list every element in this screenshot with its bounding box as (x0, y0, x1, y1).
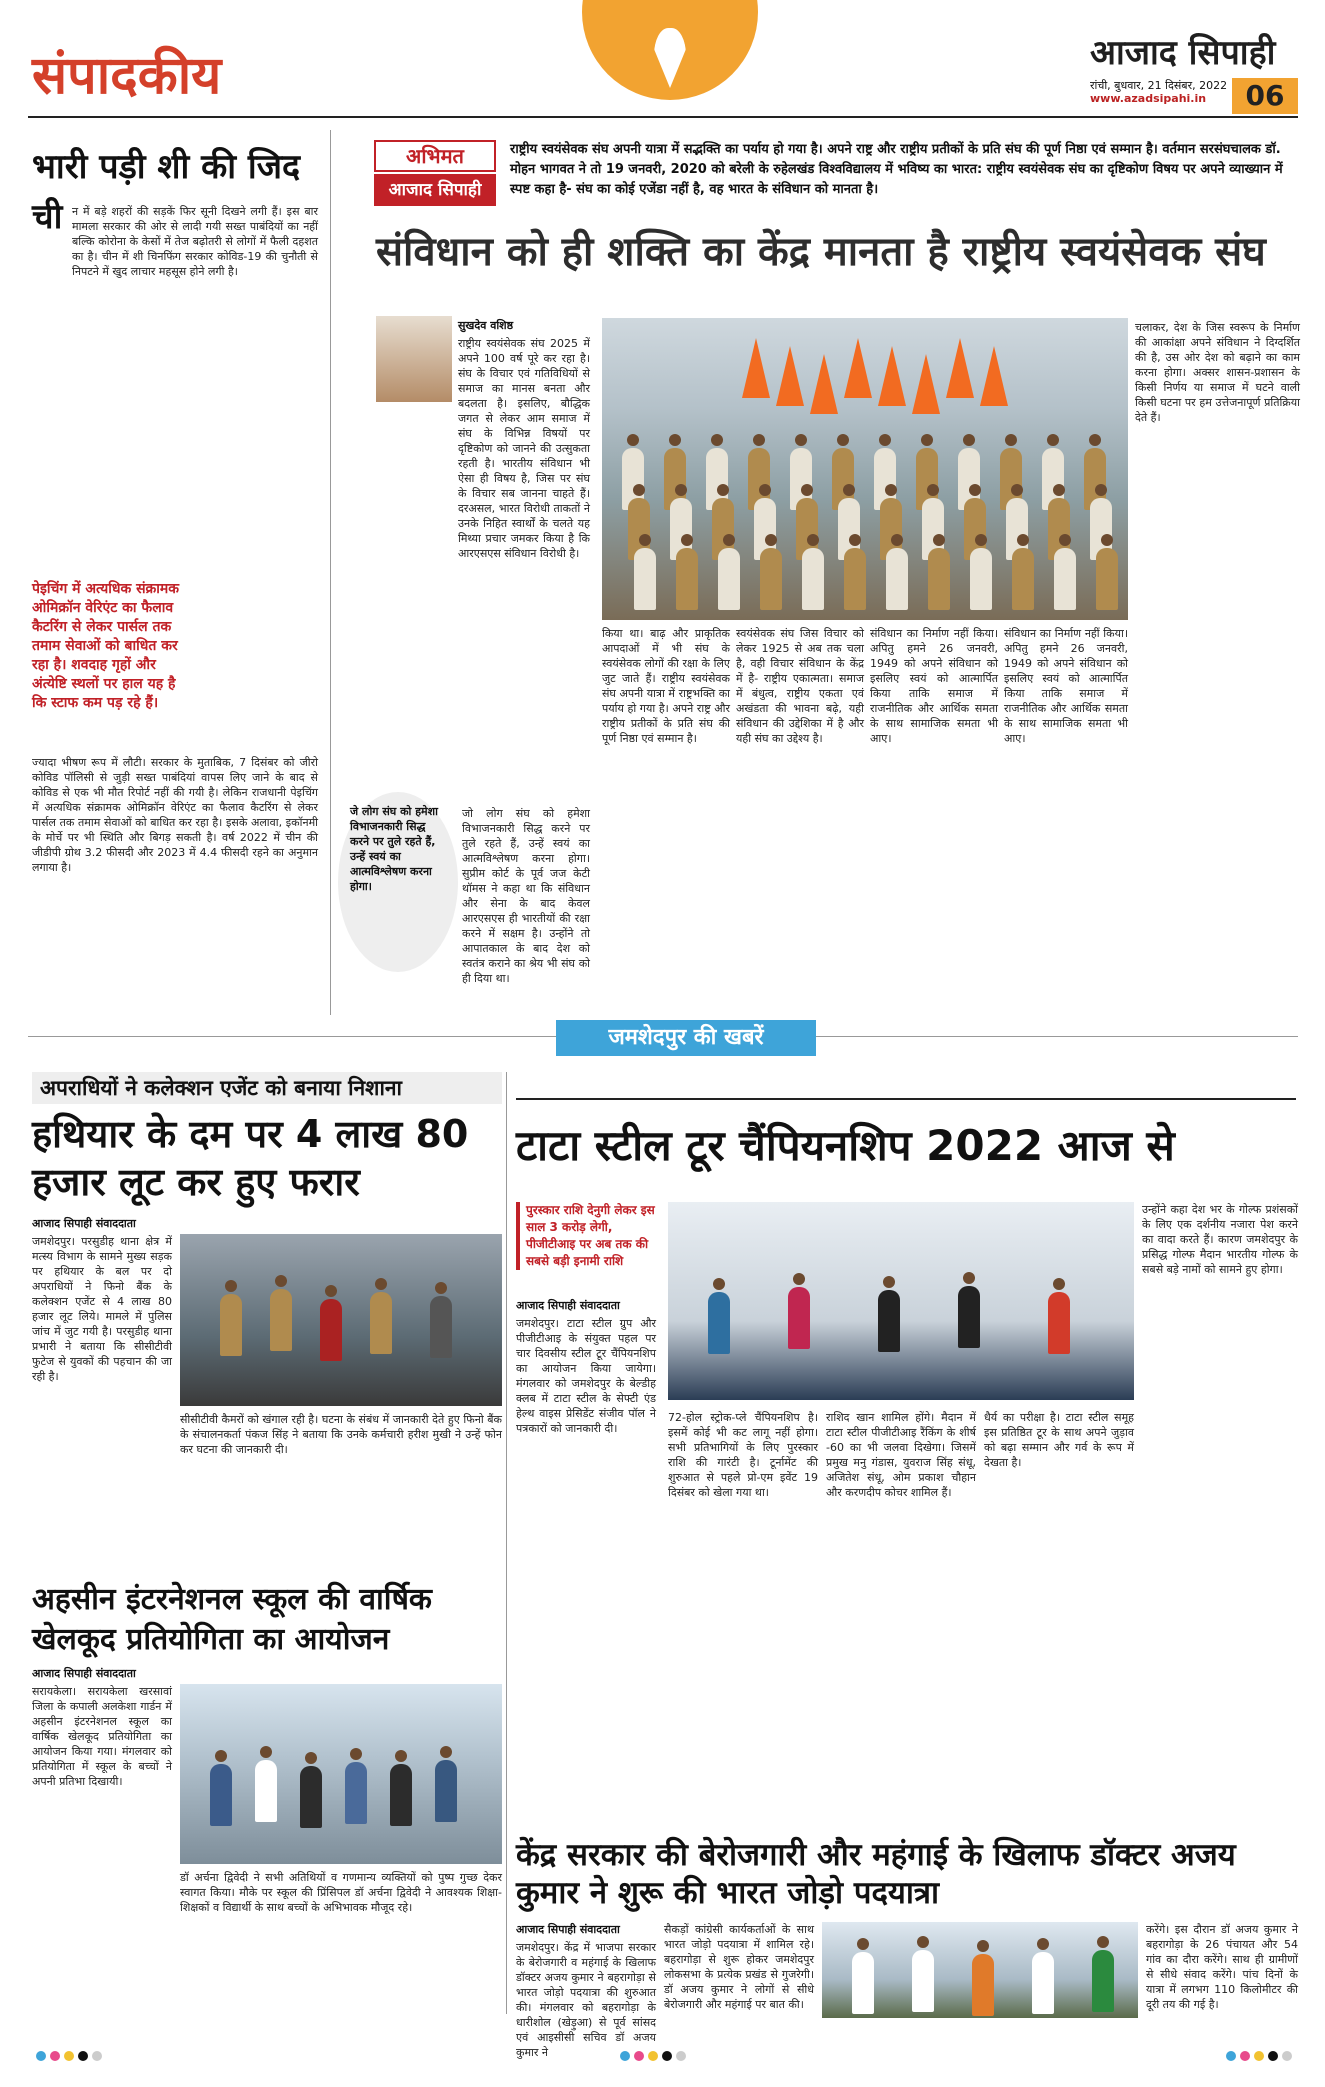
crime-body: जमशेदपुर। परसुडीह थाना क्षेत्र में मत्स्य विभाग के सामने मुख्य सड़क पर हथियार के बल पर दो अपराधियों ने फिनो बैंक के कलेक्शन एजेंट से 4 लाख 80 हजार लूट लिये। मामले में पुलिस जांच में जुट गयी है। परसुडीह थाना प्रभारी ने बताया कि सीसीटीवी फुटेज से युवकों की पहचान की जा रही है। (32, 1235, 172, 1383)
saffron-flag-icon (776, 346, 804, 406)
opinion-col-5: संविधान का निर्माण नहीं किया। अपितु हमने 26 जनवरी, 1949 को अपने संविधान को इसलिए स्वयं को आत्मार्पित किया ताकि समाज में राजनीतिक और आर्थिक समता के साथ सामाजिक समता भी आए। (870, 627, 998, 745)
crime-photo (180, 1234, 502, 1406)
marcher (1054, 548, 1076, 610)
saffron-flag-icon (844, 338, 872, 398)
color-dot (676, 2051, 686, 2061)
saffron-flag-icon (980, 346, 1008, 406)
opinion-col-2: जो लोग संघ को हमेशा विभाजनकारी सिद्ध करने पर तुले रहते हैं, उन्हें स्वयं का आत्मविश्लेषण करना होगा। सुप्रीम कोर्ट के पूर्व जज केटी थॉमस ने कहा था कि संविधान और सेना के बाद केवल आरएसएस ही भारतीयों की रक्षा करने में सक्षम है। उन्होंने तो आपातकाल के बाद देश को स्वतंत्र कराने का श्रेय भी संघ को ही दिया था। (462, 807, 590, 985)
crime-kicker: अपराधियों ने कलेक्शन एजेंट को बनाया निशाना (32, 1072, 502, 1104)
color-dot (1226, 2051, 1236, 2061)
tata-rule (516, 1098, 1296, 1100)
marcher (928, 548, 950, 610)
school-headline: अहसीन इंटरनेशनल स्कूल की वार्षिक खेलकूद प्रतियोगिता का आयोजन (32, 1582, 432, 1657)
color-dot (64, 2051, 74, 2061)
section-band[interactable]: जमशेदपुर की खबरें (556, 1020, 816, 1056)
marcher (886, 548, 908, 610)
saffron-flag-icon (742, 338, 770, 398)
editorial-body-2: ज्यादा भीषण रूप में लौटी। सरकार के मुताबिक, 7 दिसंबर को जीरो कोविड पॉलिसी से जुड़ी सख्त पाबंदियां वापस लिए जाने के बाद से कोविड से एक भी मौत रिपोर्ट नहीं की गयी है। लेकिन राजधानी पेइचिंग में अत्यधिक संक्रामक ओमिक्रॉन वेरिएंट का फैलाव कैटरिंग से लेकर पार्सल तक तमाम सेवाओं को बाधित कर रहा है। इसके अलावा, इकॉनमी के मोर्चे पर भी स्थिति और बिगड़ सकती है। वर्ष 2022 में चीन की जीडीपी ग्रोथ 3.2 फीसदी और 2023 में 4.4 फीसदी रहने का अनुमान लगाया है। (32, 756, 318, 874)
editorial-sidebox: पेइचिंग में अत्यधिक संक्रामक ओमिक्रॉन वेरिएंट का फैलाव कैटरिंग से लेकर पार्सल तक तमाम सेवाओं को बाधित कर रहा है। शवदाह गृहों और अंत्येष्टि स्थलों पर हाल यह है कि स्टाफ कम पड़ रहे हैं। (32, 581, 180, 711)
marcher (1012, 548, 1034, 610)
school-byline: आजाद सिपाही संवाददाता (32, 1667, 136, 1680)
opinion-tag-sub: आजाद सिपाही (374, 174, 496, 206)
crime-caption: सीसीटीवी कैमरों को खंगाल रही है। घटना के संबंध में जानकारी देते हुए फिनो बैंक के संचालनकर्ता पंकज सिंह ने बताया कि उनके कर्मचारी हरीश मुखी ने उन्हें फोन कर घटना की जानकारी दी। (180, 1413, 502, 1456)
marcher (1096, 548, 1118, 610)
color-dot (634, 2051, 644, 2061)
color-dot (620, 2051, 630, 2061)
tata-body-2: 72-होल स्ट्रोक-प्ले चैंपियनशिप है। इसमें कोई भी कट लागू नहीं होगा। सभी प्रतिभागियों के लिए पुरस्कार राशि की गारंटी है। टूर्नामेंट की शुरुआत से पहले प्रो-एम इवेंट 19 दिसंबर को खेला गया था। (668, 1411, 818, 1499)
color-dot (662, 2051, 672, 2061)
dateline: रांची, बुधवार, 21 दिसंबर, 2022 (1090, 79, 1228, 92)
yatra-headline: केंद्र सरकार की बेरोजगारी और महंगाई के खिलाफ डॉक्टर अजय कुमार ने शुरू की भारत जोड़ो पदयात्रा (516, 1837, 1236, 1911)
tata-body: जमशेदपुर। टाटा स्टील ग्रुप और पीजीटीआइ के संयुक्त पहल पर चार दिवसीय स्टील टूर चैंपियनशिप का आयोजन किया जायेगा। मंगलवार को जमशेदपुर के बेल्डीह क्लब में टाटा स्टील के सेफ्टी एंड हेल्थ वाइस प्रेसिडेंट संजीव पॉल ने पत्रकारों को जानकारी दी। (516, 1317, 656, 1435)
footer-dots-right (1226, 2046, 1296, 2065)
opinion-tag: अभिमत (374, 140, 496, 172)
opinion-col-3: किया था। बाढ़ और प्राकृतिक आपदाओं में भी संघ के स्वयंसेवक लोगों की रक्षा के लिए जुट जाते हैं। राष्ट्रीय स्वयंसेवक संघ अपनी यात्रा में राष्ट्रभक्ति का पर्याय हो गया है। अपने राष्ट्र और राष्ट्रीय प्रतीकों के प्रति संघ की पूर्ण निष्ठा एवं सम्मान है। (602, 627, 730, 745)
opinion-col-6: चलाकर, देश के जिस स्वरूप के निर्माण की आकांक्षा अपने संविधान ने दिग्दर्शित की है, उस ओर देश को बढ़ाने का काम करना होगा। अक्सर शासन-प्रशासन के किसी निर्णय या समाज में घटने वाली किसी घटना पर हम उत्तेजनापूर्ण प्रतिक्रिया देते हैं। (1135, 321, 1300, 424)
yatra-body-3: करेंगे। इस दौरान डॉ अजय कुमार ने बहरागोड़ा के 26 पंचायत और 54 गांव का दौरा करेंगे। साथ ही ग्रामीणों से सीधे संवाद करेंगे। पांच दिनों के यात्रा में लगभग 110 किलोमीटर की दूरी तय की गई है। (1146, 1923, 1298, 2011)
marcher (802, 548, 824, 610)
marcher (760, 548, 782, 610)
masthead[interactable]: आजाद सिपाही (1090, 33, 1276, 73)
color-dot (1240, 2051, 1250, 2061)
saffron-flag-icon (946, 338, 974, 398)
footer-dots-center (620, 2046, 690, 2065)
page-number: 06 (1232, 78, 1298, 114)
color-dot (1268, 2051, 1278, 2061)
footer-dots-left (36, 2046, 106, 2065)
opinion-col-5b: संविधान का निर्माण नहीं किया। अपितु हमने 26 जनवरी, 1949 को अपने संविधान को इसलिए स्वयं को आत्मार्पित किया ताकि समाज में राजनीतिक और आर्थिक समता के साथ सामाजिक समता भी आए। (1004, 627, 1128, 745)
column-divider (330, 130, 331, 1015)
saffron-flag-icon (878, 346, 906, 406)
marcher (970, 548, 992, 610)
yatra-byline: आजाद सिपाही संवाददाता (516, 1923, 620, 1936)
header-rule (28, 116, 1298, 118)
color-dot (1282, 2051, 1292, 2061)
color-dot (36, 2051, 46, 2061)
yatra-body: जमशेदपुर। केंद्र में भाजपा सरकार के बेरोजगारी व महंगाई के खिलाफ डॉक्टर अजय कुमार ने बहरागोड़ा से भारत जोड़ो पदयात्रा की शुरुआत की। मंगलवार को बहरागोड़ा के धारीशोल (खेड़ुआ) से पूर्व सांसद एवं आइसीसी सचिव डॉ अजय कुमार ने (516, 1941, 656, 2059)
saffron-flag-icon (912, 354, 940, 414)
tata-headline: टाटा स्टील टूर चैंपियनशिप 2022 आज से (516, 1121, 1175, 1170)
school-body: सरायकेला। सरायकेला खरसावां जिला के कपाली अलकेशा गार्डन में अहसीन इंटरनेशनल स्कूल का वार्षिक खेलकूद प्रतियोगिता का आयोजन किया गया। मंगलवार को प्रतियोगिता में स्कूल के बच्चों ने अपनी प्रतिभा दिखायी। (32, 1685, 172, 1788)
color-dot (78, 2051, 88, 2061)
school-caption: डॉ अर्चना द्विवेदी ने सभी अतिथियों व गणमान्य व्यक्तियों को पुष्प गुच्छ देकर स्वागत किया। मौके पर स्कूल की प्रिंसिपल डॉ अर्चना द्विवेदी ने आवश्यक शिक्षा-शिक्षकों व विद्यार्थी के साथ बच्चों के अभिभावक मौजूद रहे। (180, 1871, 502, 1914)
crime-byline: आजाद सिपाही संवाददाता (32, 1217, 136, 1230)
website-link[interactable]: www.azadsipahi.in (1090, 92, 1207, 105)
school-photo (180, 1684, 502, 1864)
dropcap: ची (32, 197, 63, 237)
author-photo (376, 316, 452, 402)
section-title: संपादकीय (32, 46, 222, 106)
marcher (718, 548, 740, 610)
tata-body-4: उन्होंने कहा देश भर के गोल्फ प्रशंसकों के लिए एक दर्शनीय नजारा पेश करने का वादा करते हैं। कारण जमशेदपुर के प्रसिद्ध गोल्फ मैदान भारतीय गोल्फ के सबसे बड़े नामों को सामने हुए होगा। (1142, 1203, 1298, 1276)
editorial-title: भारी पड़ी शी की जिद (32, 147, 301, 187)
tata-body-3: राशिद खान शामिल होंगे। मैदान में टाटा स्टील पीजीटीआइ रैंकिंग के शीर्ष -60 का भी जलवा दिखेगा। जिसमें प्रमुख मनु गंडास, युवराज सिंह संधू, अजितेश संधू, ओम प्रकाश चौहान और करणदीप कोचर शामिल हैं। (826, 1411, 976, 1499)
opinion-col-1: राष्ट्रीय स्वयंसेवक संघ 2025 में अपने 100 वर्ष पूरे कर रहा है। संघ के विचार एवं गतिविधियों से समाज का मानस बनता और बदलता है। इसलिए, बौद्धिक जगत से लेकर आम समाज में संघ के विभिन्न विषयों पर दृष्टिकोण को जानने की उत्सुकता रहती है। भारतीय संविधान भी ऐसा ही विषय है, जिस पर संघ के विचार सब जानना चाहते हैं। दरअसल, भारत विरोधी ताकतों ने उनके निहित स्वार्थों के चलते यह मिथ्या प्रचार जमकर किया है कि आरएसएस संविधान विरोधी है। (458, 337, 590, 560)
opinion-author: सुखदेव वशिष्ठ (458, 319, 514, 332)
saffron-flag-icon (810, 354, 838, 414)
crime-headline: हथियार के दम पर 4 लाख 80 हजार लूट कर हुए फरार (32, 1112, 469, 1204)
tata-sidebox: पुरस्कार राशि देनुगी लेकर इस साल 3 करोड़ लेगी, पीजीटीआइ पर अब तक की सबसे बड़ी इनामी राशि (516, 1202, 656, 1270)
opinion-pullquote: जे लोग संघ को हमेशा विभाजनकारी सिद्ध करने पर तुले रहते हैं, उन्हें स्वयं का आत्मविश्लेषण करना होगा। (338, 792, 458, 972)
marcher (634, 548, 656, 610)
opinion-col-4: स्वयंसेवक संघ जिस विचार को लेकर 1925 से अब तक चला है, वही विचार संविधान के केंद्र में है- राष्ट्रीय एकात्मता। समाज में बंधुत्व, राष्ट्रीय एकता एवं अखंडता की भावना बढ़े, यही संविधान की उद्देशिका में है और यही संघ का उद्देश्य है। (736, 627, 864, 745)
color-dot (1254, 2051, 1264, 2061)
editorial-body-1: न में बड़े शहरों की सड़कें फिर सूनी दिखने लगी हैं। इस बार मामला सरकार की ओर से लादी गयी सख्त पाबंदियों का नहीं बल्कि कोरोना के केसों में तेज बढ़ोतरी से लोगों में फैली दहशत का है। चीन में शी चिनफिंग सरकार कोविड-19 की चुनौती से निपटने में खुद लाचार महसूस होने लगी है। (72, 205, 318, 278)
color-dot (648, 2051, 658, 2061)
rss-march-photo (602, 318, 1128, 620)
yatra-body-2: सैकड़ों कांग्रेसी कार्यकर्ताओं के साथ भारत जोड़ो पदयात्रा में शामिल रहे। बहरागोड़ा से शुरू होकर जमशेदपुर लोकसभा के प्रत्येक प्रखंड से गुजरेगी। डॉ अजय कुमार ने लोगों से सीधे बेरोजगारी और महंगाई पर बात की। (664, 1923, 814, 2011)
tata-press-photo (668, 1202, 1134, 1400)
marcher (676, 548, 698, 610)
color-dot (50, 2051, 60, 2061)
opinion-deck: राष्ट्रीय स्वयंसेवक संघ अपनी यात्रा में सद्भक्ति का पर्याय हो गया है। अपने राष्ट्र और राष्ट्रीय प्रतीकों के प्रति संघ की पूर्ण निष्ठा एवं सम्मान है। वर्तमान सरसंघचालक डॉ. मोहन भागवत ने तो 19 जनवरी, 2020 को बरेली के रुहेलखंड विश्वविद्यालय में भविष्य का भारत: राष्ट्रीय स्वयंसेवक संघ का दृष्टिकोण विषय पर अपने व्याख्यान में स्पष्ट कहा है- संघ का कोई एजेंडा नहीं है, वह भारत के संविधान को मानता है। (510, 142, 1283, 197)
marcher (844, 548, 866, 610)
yatra-photo (822, 1922, 1138, 2018)
tata-body-5: धैर्य का परीक्षा है। टाटा स्टील समूह इस प्रतिष्ठित टूर के साथ अपने जुड़ाव को बढ़ा सम्मान और गर्व के रूप में देखता है। (984, 1411, 1134, 1469)
color-dot (92, 2051, 102, 2061)
column-divider-2 (506, 1072, 507, 2014)
tata-byline: आजाद सिपाही संवाददाता (516, 1299, 620, 1312)
opinion-headline: संविधान को ही शक्ति का केंद्र मानता है राष्ट्रीय स्वयंसेवक संघ (376, 229, 1266, 275)
